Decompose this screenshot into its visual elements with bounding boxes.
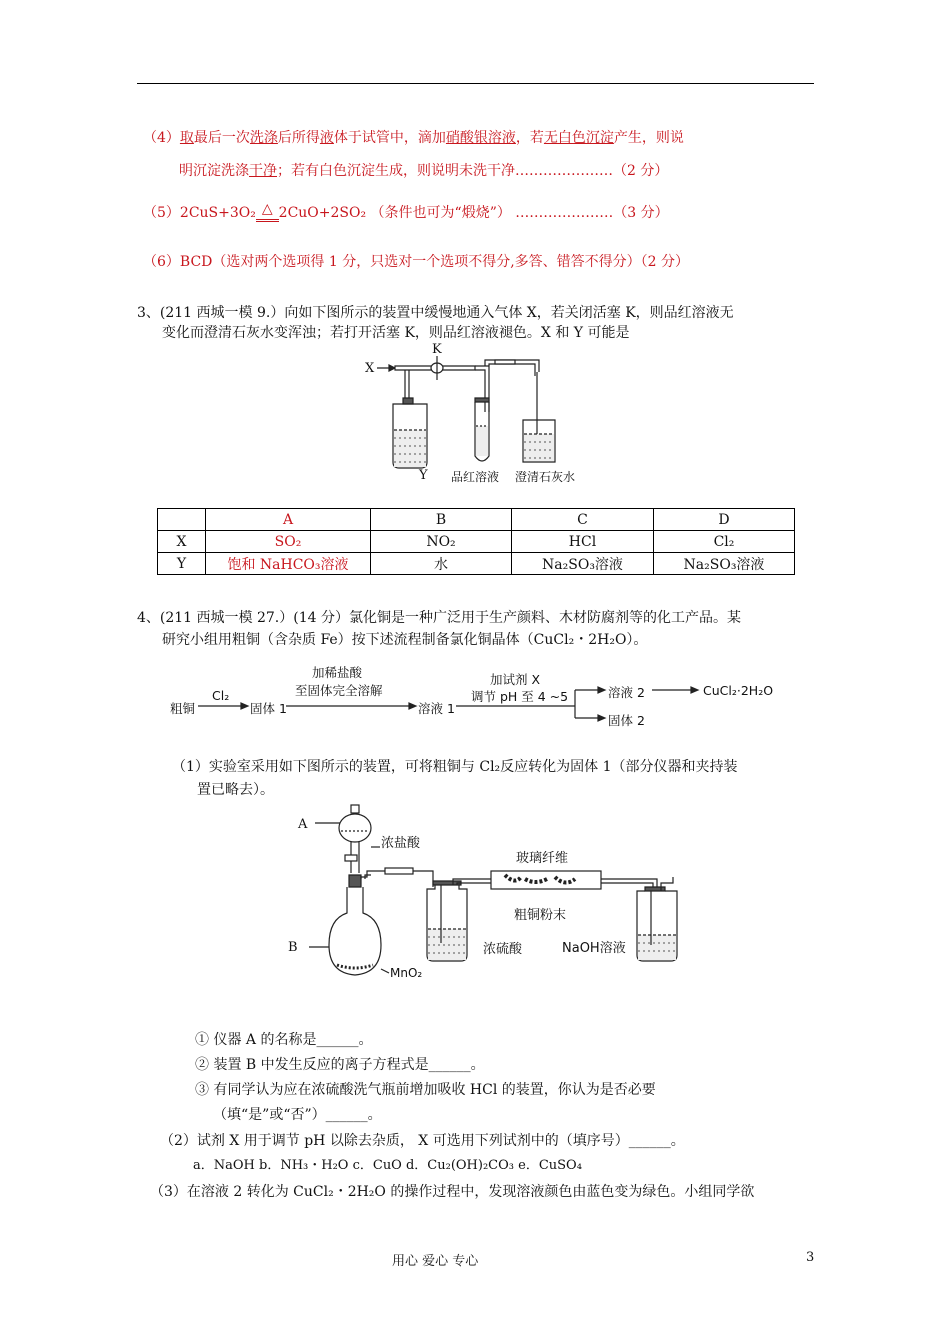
flow-cl2: Cl₂ — [212, 688, 230, 703]
answer-5: （5）2CuS+3O₂ △ 2CuO+2SO₂ （条件也可为“煅烧”） …………………（3 分） — [143, 201, 669, 221]
flow-step-acid: 加稀盐酸 — [312, 665, 363, 680]
table-cell: 水 — [371, 553, 512, 575]
q4-sub1: ① 仪器 A 的名称是______。 — [195, 1032, 373, 1048]
fig-label-k: K — [432, 342, 442, 357]
table-cell: 饱和 NaHCO₃溶液 — [206, 553, 371, 575]
page-number: 3 — [806, 1250, 815, 1265]
q4-part3: （3）在溶液 2 转化为 CuCl₂・2H₂O 的操作过程中，发现溶液颜色由蓝色变为绿色。小组同学欲 — [150, 1184, 755, 1200]
q4-sub3: ③ 有同学认为应在浓硫酸洗气瓶前增加吸收 HCl 的装置，你认为是否必要 — [195, 1082, 656, 1098]
flow-product: CuCl₂·2H₂O — [703, 683, 774, 698]
q4-sub3b: （填“是”或“否”）______。 — [213, 1107, 382, 1123]
fig-label-limewater: 澄清石灰水 — [515, 470, 576, 484]
table-cell: A — [206, 509, 371, 531]
table-cell: Y — [158, 553, 206, 575]
flow-step-ph: 调节 pH 至 4 ~5 — [471, 689, 569, 704]
flow-solution1: 溶液 1 — [418, 701, 455, 716]
fig2-label-hcl: 浓盐酸 — [381, 836, 421, 851]
chlorine-apparatus-figure — [285, 795, 705, 990]
fig2-label-a: A — [298, 817, 308, 832]
table-cell — [158, 509, 206, 531]
table-cell: B — [371, 509, 512, 531]
q3-line1: 3、(211 西城一模 9.）向如下图所示的装置中缓慢地通入气体 X，若关闭活塞 K，则品红溶液无 — [137, 305, 734, 321]
q4-sub2: ② 装置 B 中发生反应的离子方程式是______。 — [195, 1057, 485, 1073]
fig2-label-glass-fiber: 玻璃纤维 — [516, 851, 569, 866]
table-cell: D — [654, 509, 795, 531]
answer-4-line1: （4）取最后一次洗涤后所得液体于试管中，滴加硝酸银溶液，若无白色沉淀产生，则说 — [143, 130, 684, 146]
table-cell: NO₂ — [371, 531, 512, 553]
table-header-row — [158, 509, 795, 531]
answer-6: （6）BCD（选对两个选项得 1 分，只选对一个选项不得分,多答、错答不得分）（2 分） — [143, 254, 690, 270]
table-cell: X — [158, 531, 206, 553]
flow-step-dissolve: 至固体完全溶解 — [295, 683, 383, 698]
table-cell: Cl₂ — [654, 531, 795, 553]
fig2-label-copper-powder: 粗铜粉末 — [514, 908, 567, 923]
fig2-label-mno2: MnO₂ — [390, 966, 423, 980]
fig2-label-naoh: NaOH溶液 — [562, 941, 626, 956]
flow-solid2: 固体 2 — [608, 713, 645, 728]
q3-options-table — [157, 508, 795, 575]
separatory-funnel-a — [339, 814, 371, 842]
q4-line1: 4、(211 西城一模 27.）(14 分）氯化铜是一种广泛用于生产颜料、木材防腐剂等的化工产品。某 — [137, 610, 741, 626]
table-cell: SO₂ — [206, 531, 371, 553]
footer-motto: 用心 爱心 专心 — [392, 1254, 479, 1269]
flow-step-reagent: 加试剂 X — [490, 672, 541, 687]
fig2-label-b: B — [288, 940, 298, 955]
q4-line2: 研究小组用粗铜（含杂质 Fe）按下述流程制备氯化铜晶体（CuCl₂・2H₂O）。 — [162, 632, 648, 648]
heat-condition: △ — [256, 199, 279, 222]
flask-b — [329, 887, 381, 975]
q4-part2-options: a．NaOH b．NH₃・H₂O c．CuO d．Cu₂(OH)₂CO₃ e．CuSO₄ — [193, 1158, 582, 1173]
answer-4-line2: 明沉淀洗涤干净；若有白色沉淀生成，则说明未洗干净…………………（2 分） — [179, 163, 669, 179]
flow-solution2: 溶液 2 — [608, 685, 645, 700]
table-cell: Na₂SO₃溶液 — [654, 553, 795, 575]
q4-part2: （2）试剂 X 用于调节 pH 以除去杂质， X 可选用下列试剂中的（填序号）______。 — [160, 1133, 685, 1149]
table-row — [158, 553, 795, 575]
table-cell: C — [512, 509, 654, 531]
table-cell: Na₂SO₃溶液 — [512, 553, 654, 575]
fig-label-pinhong: 品红溶液 — [451, 470, 500, 484]
fig-label-x: X — [365, 361, 375, 376]
q4-part1-line2: 置已略去）。 — [197, 782, 274, 798]
flow-crude-copper: 粗铜 — [170, 701, 196, 716]
q3-line2: 变化而澄清石灰水变浑浊；若打开活塞 K，则品红溶液褪色。X 和 Y 可能是 — [162, 325, 630, 341]
table-row — [158, 531, 795, 553]
fig2-label-h2so4: 浓硫酸 — [483, 942, 523, 957]
header-rule — [137, 83, 814, 84]
fig-label-y: Y — [419, 468, 428, 483]
table-cell: HCl — [512, 531, 654, 553]
flow-solid1: 固体 1 — [250, 701, 287, 716]
q4-part1-line1: （1）实验室采用如下图所示的装置，可将粗铜与 Cl₂反应转化为固体 1（部分仪器和夹持装 — [172, 759, 738, 775]
